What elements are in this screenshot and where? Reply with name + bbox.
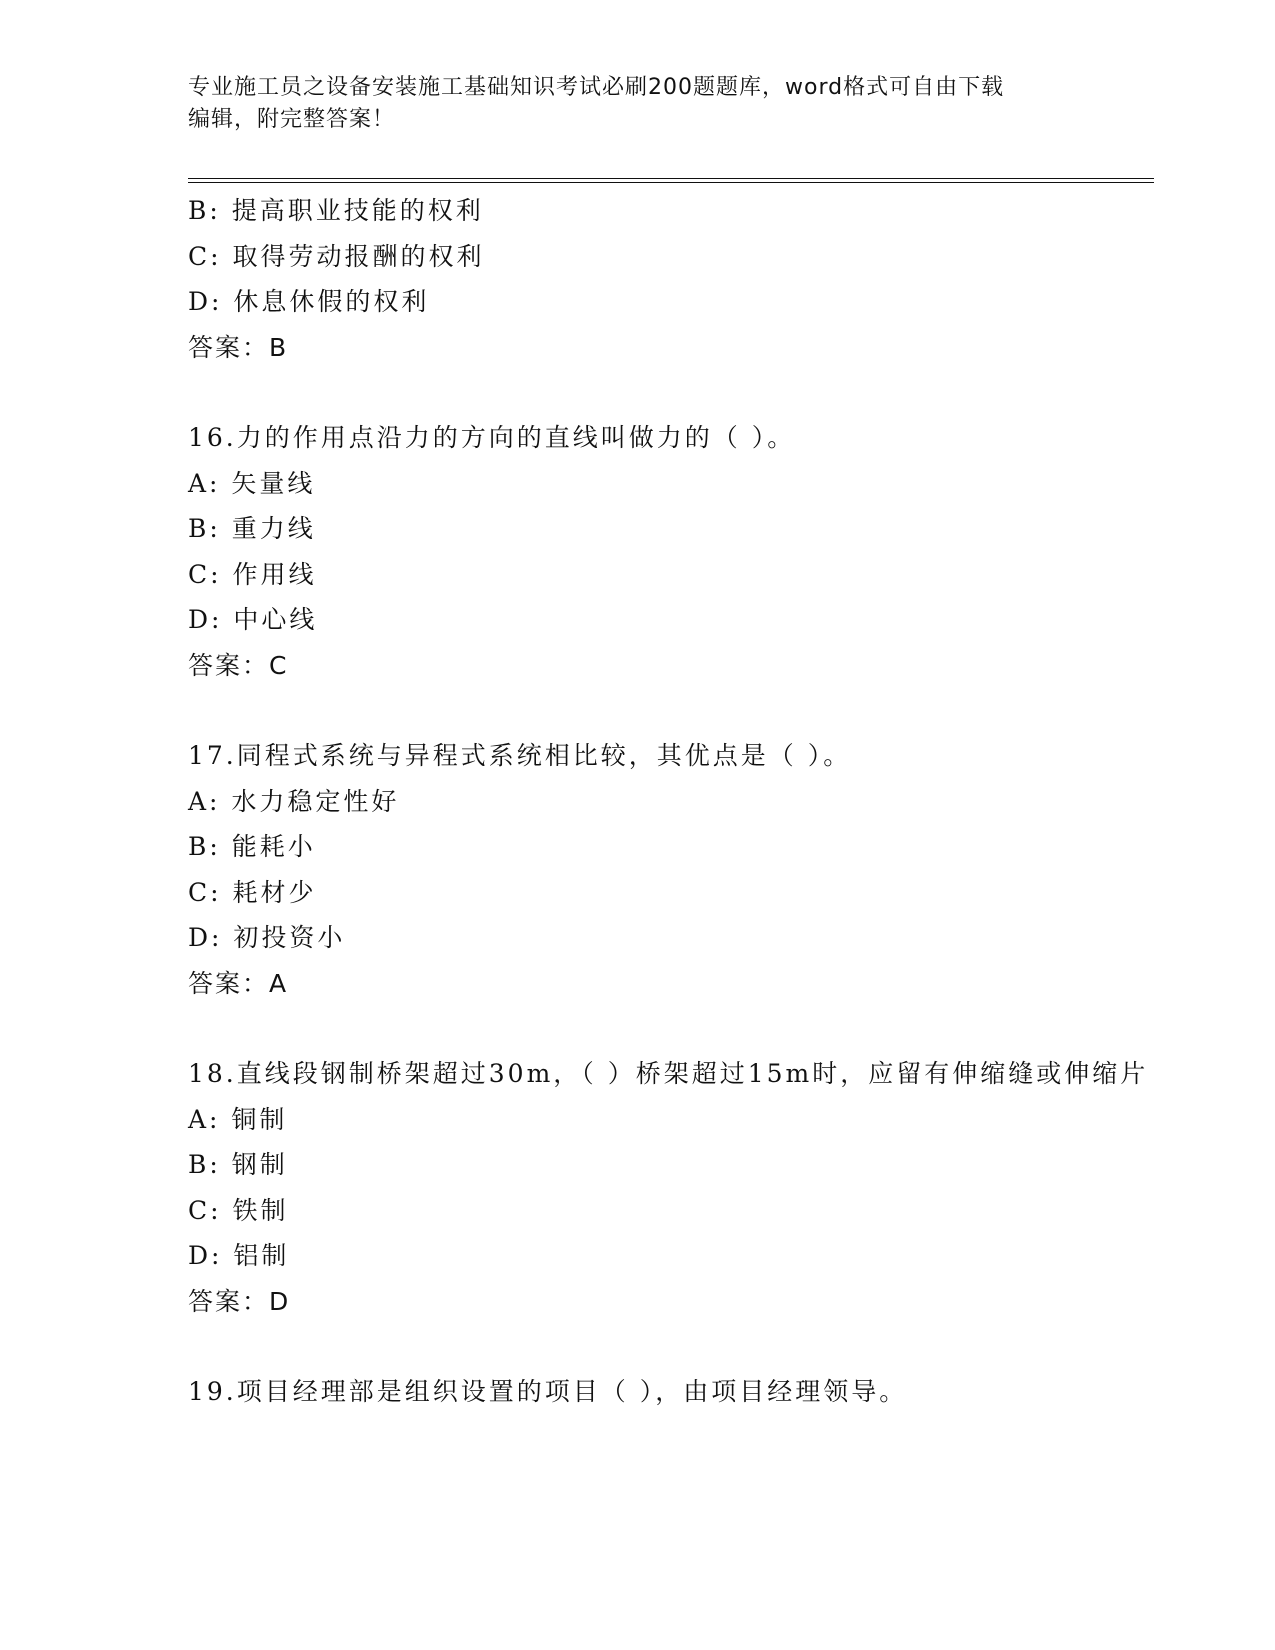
option-c: C: 作用线 — [188, 559, 317, 589]
header-divider — [188, 178, 1154, 183]
option-d: D: 休息休假的权利 — [188, 287, 430, 316]
document-header — [188, 72, 1068, 136]
header-line-2: 编辑，附完整答案！ — [188, 107, 396, 132]
document-body — [188, 188, 1154, 1415]
answer-line: 答案：B — [188, 332, 289, 362]
question-19 — [188, 1369, 1154, 1415]
question-15-continued — [188, 188, 1154, 370]
question-text: 19.项目经理部是组织设置的项目（ ），由项目经理领导。 — [188, 1377, 908, 1406]
question-text: 16.力的作用点沿力的方向的直线叫做力的（ ）。 — [188, 423, 796, 452]
option-d: D: 中心线 — [188, 605, 318, 634]
option-a: A: 铜制 — [188, 1104, 288, 1134]
option-d: D: 铝制 — [188, 1241, 290, 1270]
option-a: A: 矢量线 — [188, 468, 316, 498]
option-b: B: 提高职业技能的权利 — [188, 196, 484, 225]
option-d: D: 初投资小 — [188, 923, 346, 952]
question-17 — [188, 733, 1154, 1006]
option-c: C: 铁制 — [188, 1195, 289, 1225]
option-a: A: 水力稳定性好 — [188, 786, 400, 816]
option-b: B: 重力线 — [188, 514, 316, 543]
question-text: 17.同程式系统与异程式系统相比较，其优点是（ ）。 — [188, 741, 852, 770]
answer-line: 答案：C — [188, 650, 289, 680]
question-16 — [188, 415, 1154, 688]
option-c: C: 取得劳动报酬的权利 — [188, 241, 485, 271]
answer-line: 答案：D — [188, 1286, 291, 1316]
question-text: 18.直线段钢制桥架超过30m，（ ）桥架超过15m时，应留有伸缩缝或伸缩片 — [188, 1059, 1149, 1088]
option-b: B: 钢制 — [188, 1150, 288, 1179]
answer-line: 答案：A — [188, 968, 289, 998]
header-line-1: 专业施工员之设备安装施工基础知识考试必刷200题题库，word格式可自由下载 — [188, 75, 1005, 100]
question-18 — [188, 1051, 1154, 1324]
option-c: C: 耗材少 — [188, 877, 317, 907]
option-b: B: 能耗小 — [188, 832, 316, 861]
